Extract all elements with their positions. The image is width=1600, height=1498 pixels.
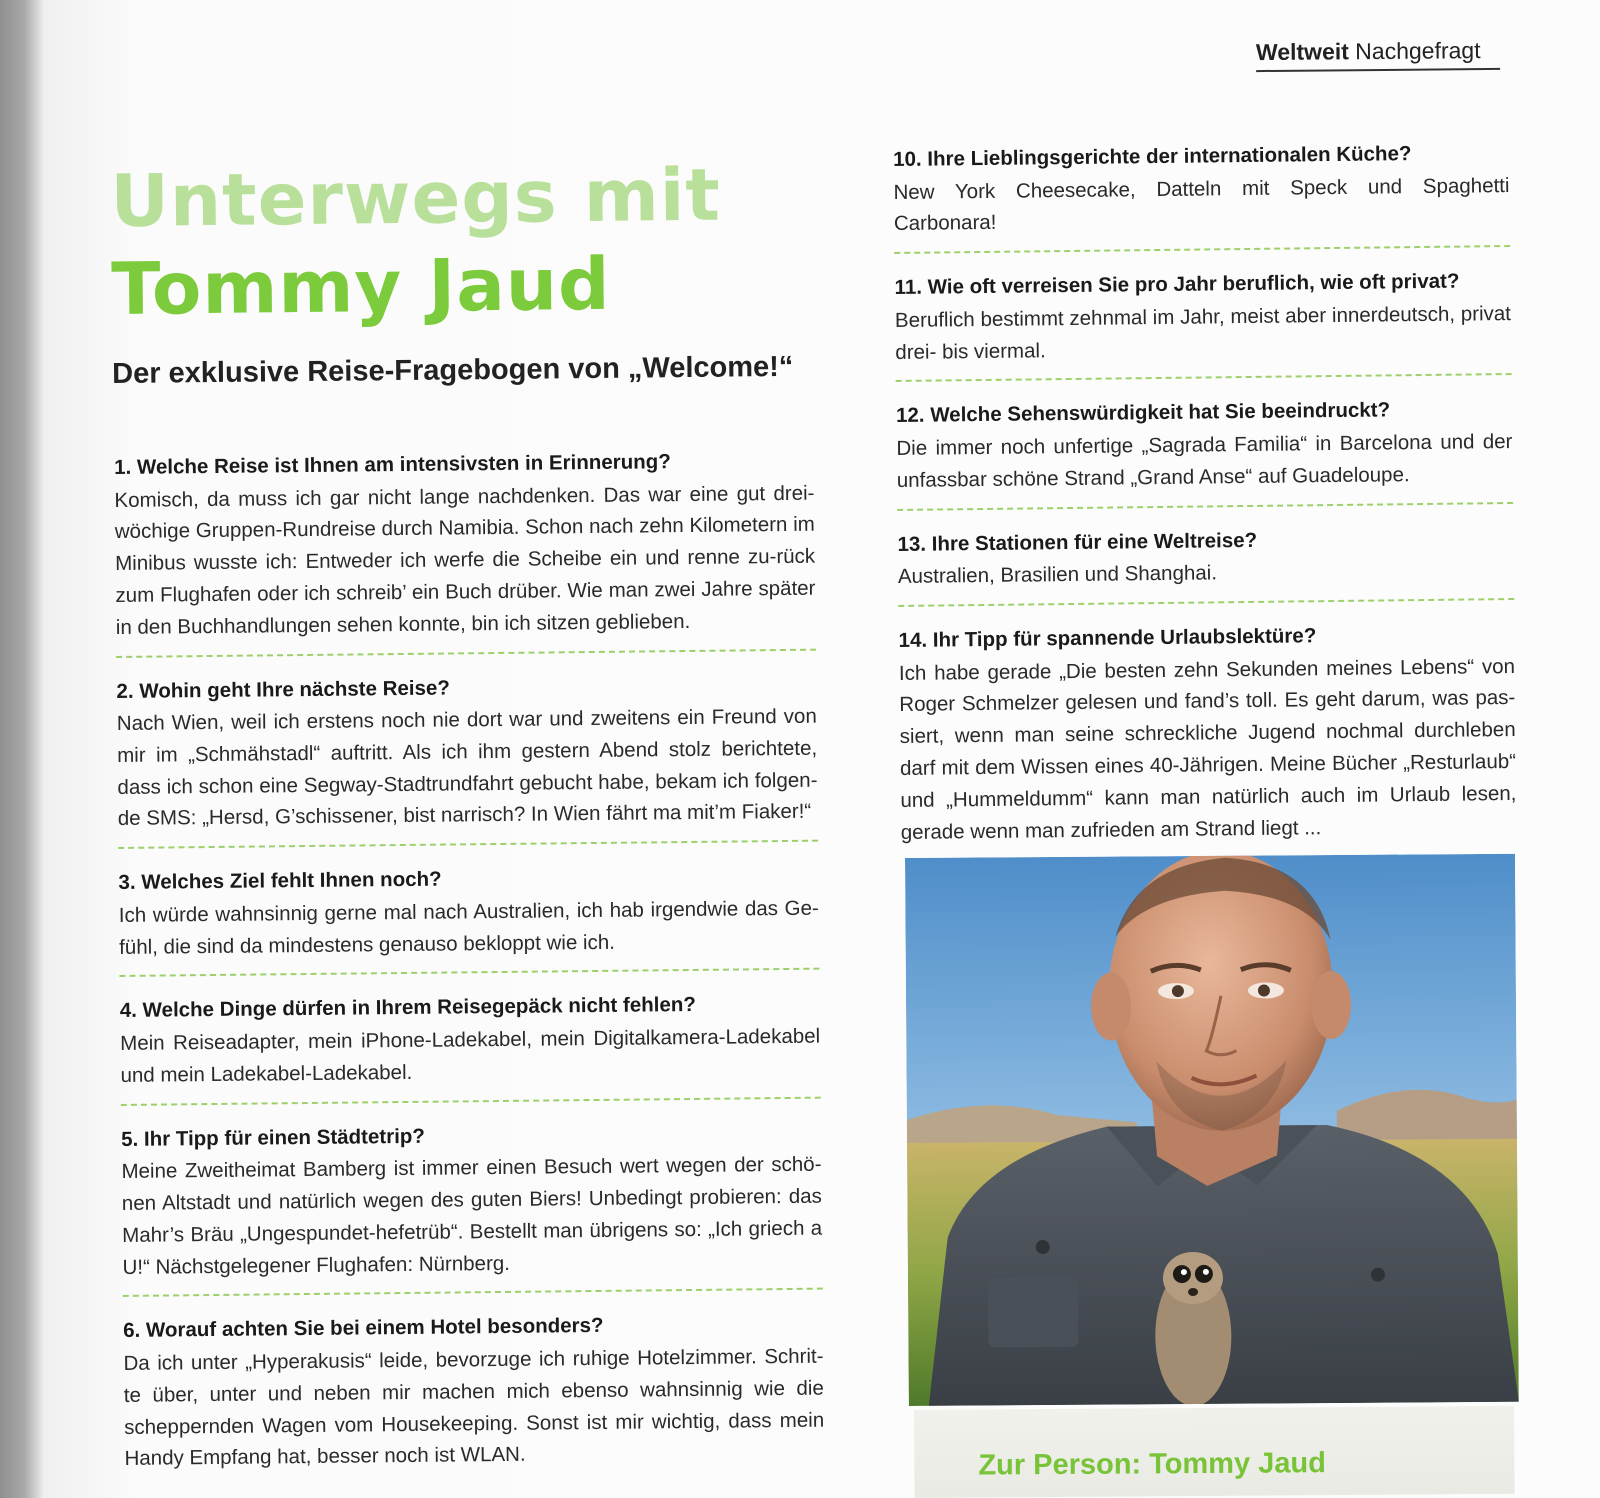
title-line-1: Unterwegs mit [110,152,722,243]
answer: Da ich unter „Hyperakusis“ leide, bevorzuge ich ruhige Hotelzimmer. Schrit-te über, unter und neben mir machen mich ebenso wahnsinnig wie die scheppernden Wagen vom Housekeeping. Sonst ist mir wichtig, dass mein Handy Empfang hat, besser noch ist WLAN. [123,1344,825,1471]
running-head-topic: Nachgefragt [1355,37,1481,65]
question-block [121,1118,823,1297]
answer: Australien, Brasilien und Shanghai. [897,561,1218,589]
question: 2. Wohin geht Ihre nächste Reise? [116,675,450,703]
left-question-column [114,447,825,1495]
question-block [120,990,821,1106]
photo-caption-box [914,1406,1515,1498]
question-block [898,620,1516,848]
question-block [894,267,1511,382]
question: 12. Welche Sehenswürdigkeit hat Sie beeindruckt? [895,398,1391,428]
answer: Nach Wien, weil ich erstens noch nie dort war und zweitens ein Freund von mir im „Schmähstadl“ auftritt. Als ich ihm gestern Abend stolz berichtete, dass ich schon eine Segway-Stadtrundfahrt gebucht habe, bekam ich folgen-de SMS: „Hersd, G’schissener, bist narrisch? In Wien fährt ma mit’m Fiaker!“ [116,704,818,831]
answer: Mein Reiseadapter, mein iPhone-Ladekabel, mein Digitalkamera-Ladekabel und mein Ladekabel-Ladekabel. [120,1024,821,1087]
question-block [893,139,1510,254]
question: 1. Welche Reise ist Ihnen am intensivsten in Erinnerung? [114,450,671,479]
title-line-2: Tommy Jaud [110,241,612,331]
right-question-column [893,139,1517,868]
question: 10. Ihre Lieblingsgerichte der internationalen Küche? [893,142,1412,171]
question-block [123,1310,825,1475]
question-block [118,862,819,978]
running-head [1256,37,1500,72]
answer: Beruflich bestimmt zehnmal im Jahr, meist aber innerdeutsch, privat drei- bis viermal. [894,301,1512,364]
answer: Meine Zweitheimat Bamberg ist immer einen Besuch wert wegen der schö-nen Altstadt und natürlich wegen des guten Biers! Unbedingt probieren: das Mahr’s Bräu „Ungespundet-hefetrüb“. Bestellt man übrigens so: „Ich griech a U!“ Nächstgelegener Flughafen: Nürnberg. [121,1152,823,1279]
question: 3. Welches Ziel fehlt Ihnen noch? [118,867,442,895]
question: 13. Ihre Stationen für eine Weltreise? [897,528,1258,556]
question: 4. Welche Dinge dürfen in Ihrem Reisegepäck nicht fehlen? [119,993,696,1023]
answer: Die immer noch unfertige „Sagrada Familia“ in Barcelona und der unfassbar schöne Strand „Grand Anse“ auf Guadeloupe. [896,430,1513,492]
portrait-photo [905,854,1519,1406]
question-block [116,670,818,849]
question-block [114,447,816,658]
answer: Ich würde wahnsinnig gerne mal nach Australien, ich hab irgendwie das Ge-fühl, die sind da mindestens genauso bekloppt wie ich. [118,896,819,959]
page-binding-shadow [0,0,44,1498]
portrait-illustration [905,854,1519,1406]
answer: Komisch, da muss ich gar nicht lange nachdenken. Das war eine gut drei-wöchige Gruppen-Rundreise durch Namibia. Schon nach zehn Kilometern im Minibus wusste ich: Entweder ich werfe die Scheibe ein und renne zu-rück zum Flughafen oder ich schreib’ ein Buch drüber. Wie man zwei Jahre später in den Buchhandlungen sehen konnte, bin ich sitzen geblieben. [114,481,816,639]
question-block [897,524,1514,607]
question: 5. Ihr Tipp für einen Städtetrip? [121,1124,426,1151]
caption-title: Zur Person: Tommy Jaud [978,1447,1327,1482]
question-block [896,395,1513,510]
article-subtitle: Der exklusive Reise-Fragebogen von „Welcome!“ [112,350,794,390]
answer: New York Cheesecake, Datteln mit Speck und Spaghetti Carbonara! [893,173,1510,236]
article-title [110,150,832,333]
question: 14. Ihr Tipp für spannende Urlaubslektüre? [898,624,1317,653]
question: 6. Worauf achten Sie bei einem Hotel besonders? [123,1314,604,1343]
running-head-section: Weltweit [1255,38,1349,66]
question: 11. Wie oft verreisen Sie pro Jahr beruflich, wie oft privat? [894,269,1460,300]
answer: Ich habe gerade „Die besten zehn Sekunden meines Lebens“ von Roger Schmelzer gelesen und fand’s toll. Es geht darum, was pas-siert, wenn man seine schreckliche Jugend nochmal durchleben darf mit dem Wissen eines 40-Jährigen. Meine Bücher „Resturlaub“ und „Hummeldumm“ kann man natürlich auch im Urlaub lesen, gerade wenn man zufrieden am Strand liegt ... [898,654,1517,844]
